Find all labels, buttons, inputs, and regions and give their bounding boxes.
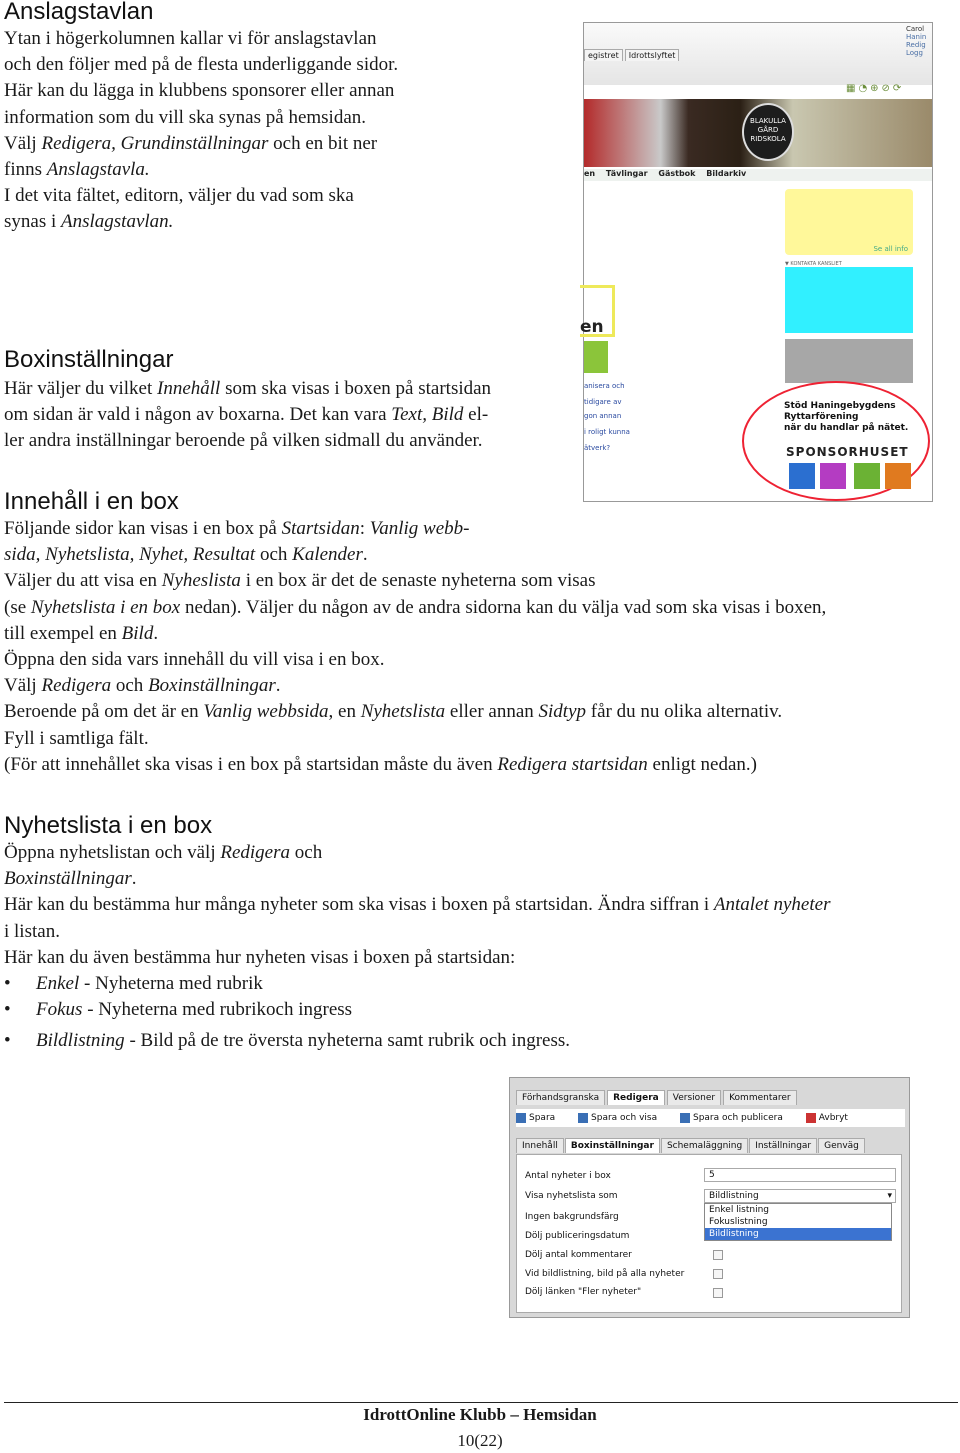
- text: Här kan du bestämma hur många nyheter som ska visas i boxen på startsidan. Ändra siffran i: [4, 894, 714, 916]
- label-publiceringsdatum: Dölj publiceringsdatum: [525, 1231, 630, 1241]
- link[interactable]: Logg: [906, 49, 923, 57]
- footer-rule: [4, 1402, 958, 1403]
- footer-title: IdrottOnline Klubb – Hemsidan: [363, 1405, 597, 1424]
- text-italic: Kalender: [292, 544, 363, 566]
- text: får du nu olika alternativ.: [586, 701, 783, 723]
- cancel-button[interactable]: [806, 1113, 858, 1123]
- site-nav: [584, 169, 932, 181]
- text: (För att innehållet ska visas i en box på startsidan måste du även: [4, 753, 498, 775]
- cancel-icon: [806, 1113, 816, 1123]
- text-italic: Enkel: [36, 973, 80, 994]
- link[interactable]: Hanin: [906, 33, 927, 41]
- text: Ytan i högerkolumnen kallar vi för anslagstavlan: [4, 28, 377, 49]
- text: - Nyheterna med rubrikoch ingress: [82, 999, 353, 1020]
- label: Spara och visa: [591, 1113, 658, 1123]
- text-italic: Nyheslista: [161, 570, 241, 592]
- label-fler-nyheter: Dölj länken "Fler nyheter": [525, 1287, 642, 1297]
- label: Spara: [529, 1113, 556, 1123]
- text: Välj: [4, 675, 42, 697]
- heading-anslagstavlan: Anslagstavlan: [4, 0, 154, 25]
- label-kommentarer: Dölj antal kommentarer: [525, 1250, 632, 1260]
- text-italic: Redigera, Grundinställningar: [41, 132, 269, 154]
- text-italic: Boxinställningar: [4, 868, 132, 890]
- text-italic: Vanlig webbsida: [203, 701, 329, 723]
- green-block: [584, 341, 608, 373]
- text: information som du vill ska synas på hemsidan.: [4, 106, 367, 128]
- left-links: [584, 379, 630, 455]
- partial-heading: en: [580, 317, 604, 337]
- text: när du handlar på nätet.: [784, 423, 909, 433]
- text: och: [111, 675, 149, 697]
- text: , en: [328, 701, 361, 723]
- text-italic: Bild: [121, 622, 154, 644]
- text: Ryttarförening: [784, 412, 859, 422]
- text: och den följer med på de flesta underliggande sidor.: [4, 54, 399, 76]
- text: Välj: [4, 132, 42, 154]
- text-italic: Vanlig webb-: [369, 518, 470, 539]
- label-antal-nyheter: Antal nyheter i box: [525, 1171, 611, 1181]
- text-italic: Innehåll: [157, 378, 221, 399]
- label-visa-som: Visa nyhetslista som: [525, 1191, 618, 1201]
- text: i en box är det de senaste nyheterna som visas: [240, 570, 596, 592]
- paragraph-innehall: Följande sidor kan visas i en box på Startsidan: Vanlig webb- sida, Nyhetslista, Nyhet, Resultat och Kalender. Väljer du att visa en Nyheslista i en box är det de senaste nyheterna som visas (se Nyhetslista i en box nedan). Väljer du någon av de andra sidorna kan du välja vad som ska visas i boxen, till exempel en Bild. Öppna den sida vars innehåll du vill visa i en box. Välj Redigera och Boxinställningar. Beroende på om det är en Vanlig webbsida, en Nyhetslista eller annan Sidtyp får du nu olika alternativ. Fyll i samtliga fält. (För att innehållet ska visas i en box på startsidan måste du även Redigera startsidan enligt nedan.): [4, 518, 827, 775]
- text-italic: Bildlistning: [36, 1030, 125, 1051]
- link[interactable]: ätverk?: [584, 444, 611, 452]
- option[interactable]: Fokuslistning: [709, 1217, 768, 1227]
- save-button[interactable]: [516, 1113, 565, 1123]
- chevron-down-icon: ▾: [887, 1191, 892, 1201]
- text: i listan.: [4, 920, 60, 942]
- text: och en bit ner: [268, 132, 378, 154]
- option[interactable]: Enkel listning: [709, 1205, 770, 1215]
- tab-shortcut[interactable]: Genväg: [818, 1138, 865, 1153]
- link[interactable]: gon annan: [584, 412, 622, 420]
- save-view-button[interactable]: [578, 1113, 667, 1123]
- text: eller annan: [445, 701, 539, 723]
- heading-boxinstallningar: Boxinställningar: [4, 346, 174, 373]
- tab-preview[interactable]: Förhandsgranska: [516, 1090, 605, 1105]
- page-number: 10(22): [457, 1431, 503, 1450]
- tab-settings[interactable]: Inställningar: [749, 1138, 817, 1153]
- publish-icon: [680, 1113, 690, 1123]
- antal-nyheter-input[interactable]: 5: [704, 1168, 896, 1182]
- visa-som-select[interactable]: [704, 1189, 896, 1203]
- screenshot-box-settings: [509, 1077, 910, 1318]
- box-settings-panel: [516, 1154, 902, 1313]
- text-italic: Anslagstavlan.: [61, 211, 174, 233]
- tool-icons[interactable]: ▦◔⊕⊘⟳: [846, 83, 905, 94]
- text: och: [290, 842, 323, 863]
- text-italic: Nyhetslista: [360, 701, 446, 723]
- option-selected[interactable]: Bildlistning: [705, 1228, 891, 1240]
- text: Här väljer du vilket: [4, 378, 158, 399]
- text-italic: Anslagstavla.: [46, 159, 150, 181]
- sponsor-icon-purple: [820, 463, 846, 489]
- text: Beroende på om det är en: [4, 701, 204, 723]
- checkbox-kommentarer[interactable]: [713, 1250, 723, 1260]
- tab-content[interactable]: Innehåll: [516, 1138, 564, 1153]
- text: och: [255, 544, 293, 566]
- label-bakgrundsfarg: Ingen bakgrundsfärg: [525, 1212, 619, 1222]
- nav-item[interactable]: Gästbok: [658, 169, 696, 178]
- see-all-link[interactable]: Se all info: [873, 245, 908, 253]
- tab-edit[interactable]: Redigera: [607, 1090, 665, 1105]
- sponsor-icon-green: [854, 463, 880, 489]
- text: (se: [4, 596, 31, 618]
- label-bildlistning: Vid bildlistning, bild på alla nyheter: [525, 1269, 685, 1279]
- text: :: [359, 518, 370, 539]
- paragraph-boxinstallningar: [4, 376, 491, 455]
- save-icon: [516, 1113, 526, 1123]
- nav-item[interactable]: en: [584, 169, 596, 178]
- link[interactable]: tidigare av: [584, 398, 622, 406]
- text-italic: Redigera: [220, 842, 291, 863]
- text-italic: Redigera startsidan: [497, 753, 648, 775]
- text: Öppna nyhetslistan och välj: [4, 842, 221, 863]
- text: Här kan du även bestämma hur nyheten visas i boxen på startsidan:: [4, 946, 516, 968]
- text-italic: sida, Nyhetslista, Nyhet, Resultat: [4, 544, 256, 566]
- sponsor-logo-text: SPONSORHUSET: [786, 445, 909, 459]
- text: el-: [463, 404, 489, 426]
- editor-tabs: [516, 1090, 799, 1105]
- editor-toolbar: [516, 1109, 905, 1127]
- text-italic: Nyhetslista i en box: [30, 596, 181, 618]
- text: Öppna den sida vars innehåll du vill visa i en box.: [4, 649, 385, 671]
- tab-versions[interactable]: Versioner: [667, 1090, 721, 1105]
- text: Fyll i samtliga fält.: [4, 727, 149, 749]
- text: som ska visas i boxen på startsidan: [220, 378, 492, 399]
- nav-item[interactable]: Tävlingar: [605, 169, 648, 178]
- tab-schedule[interactable]: Schemaläggning: [661, 1138, 748, 1153]
- text-italic: Antalet nyheter: [713, 894, 831, 916]
- bullet-item: • Fokus - Nyheterna med rubrikoch ingress: [4, 999, 353, 1020]
- tab[interactable]: Idrottslyftet: [625, 49, 680, 61]
- user-name: Carol: [906, 25, 925, 33]
- text-italic: Fokus: [36, 999, 83, 1020]
- text-italic: Boxinställningar: [148, 675, 276, 697]
- text: finns: [4, 159, 47, 181]
- text: till exempel en: [4, 622, 122, 644]
- link[interactable]: i roligt kunna: [584, 428, 630, 436]
- link[interactable]: Redig: [906, 41, 926, 49]
- paragraph-anslagstavlan: [4, 26, 398, 236]
- text-italic: Sidtyp: [538, 701, 587, 723]
- heading-nyhetslista-i-en-box: Nyhetslista i en box: [4, 812, 213, 839]
- text: ler andra inställningar beroende på vilken sidmall du använder.: [4, 430, 483, 452]
- admin-tabs: [584, 49, 681, 63]
- text: - Bild på de tre översta nyheterna samt rubrik och ingress.: [124, 1030, 570, 1051]
- contact-label: ▼ KONTAKTA KANSLIET: [785, 261, 842, 267]
- settings-tabs: [516, 1138, 866, 1153]
- text: I det vita fältet, editorn, väljer du vad som ska: [4, 185, 354, 207]
- checkbox-bildlistning[interactable]: [713, 1269, 723, 1279]
- club-logo: BLAKULLA GÅRD RIDSKOLA: [742, 103, 794, 161]
- screenshot-website: [580, 22, 933, 502]
- text: Väljer du att visa en: [4, 570, 162, 592]
- tab-box-settings[interactable]: Boxinställningar: [565, 1138, 660, 1153]
- text: Stöd Haningebygdens: [784, 401, 896, 411]
- text-italic: Redigera: [41, 675, 112, 697]
- text: om sidan är vald i någon av boxarna. Det kan vara: [4, 404, 392, 426]
- bullet-item: • Bildlistning - Bild på de tre översta nyheterna samt rubrik och ingress.: [4, 1030, 570, 1051]
- text: enligt nedan.): [647, 753, 757, 775]
- user-links: [906, 25, 926, 57]
- label: Avbryt: [818, 1113, 848, 1123]
- notice-box-grey: [785, 339, 913, 383]
- save-icon: [578, 1113, 588, 1123]
- visa-som-options: [704, 1203, 892, 1241]
- checkbox-fler-nyheter[interactable]: [713, 1288, 723, 1298]
- save-publish-button[interactable]: [680, 1113, 793, 1123]
- paragraph-nyhetslista: Öppna nyhetslistan och välj Redigera och Boxinställningar. Här kan du bestämma hur många nyheter som ska visas i boxen på startsidan. Ändra siffran i Antalet nyheter i listan. Här kan du även bestämma hur nyheten visas i boxen på startsidan:: [4, 842, 831, 968]
- notice-box-cyan: [785, 267, 913, 333]
- text: Här kan du lägga in klubbens sponsorer eller annan: [4, 80, 395, 102]
- tab-comments[interactable]: Kommentarer: [723, 1090, 797, 1105]
- sponsor-icon-orange: [885, 463, 911, 489]
- text-italic: Text, Bild: [391, 404, 464, 426]
- selected-value: Bildlistning: [709, 1191, 759, 1201]
- heading-innehall-i-en-box: Innehåll i en box: [4, 488, 179, 515]
- nav-item[interactable]: Bildarkiv: [706, 169, 747, 178]
- bullet-item: • Enkel - Nyheterna med rubrik: [4, 973, 263, 994]
- text-italic: Startsidan: [281, 518, 360, 539]
- text: - Nyheterna med rubrik: [79, 973, 263, 994]
- text: nedan). Väljer du någon av de andra sidorna kan du välja vad som ska visas i boxen,: [180, 596, 827, 618]
- sponsor-icon-blue: [789, 463, 815, 489]
- tab[interactable]: egistret: [584, 49, 623, 61]
- link[interactable]: anisera och: [584, 382, 625, 390]
- text: Följande sidor kan visas i en box på: [4, 518, 282, 539]
- sponsor-text: [784, 401, 908, 434]
- text: synas i: [4, 211, 61, 233]
- label: Spara och publicera: [692, 1113, 783, 1123]
